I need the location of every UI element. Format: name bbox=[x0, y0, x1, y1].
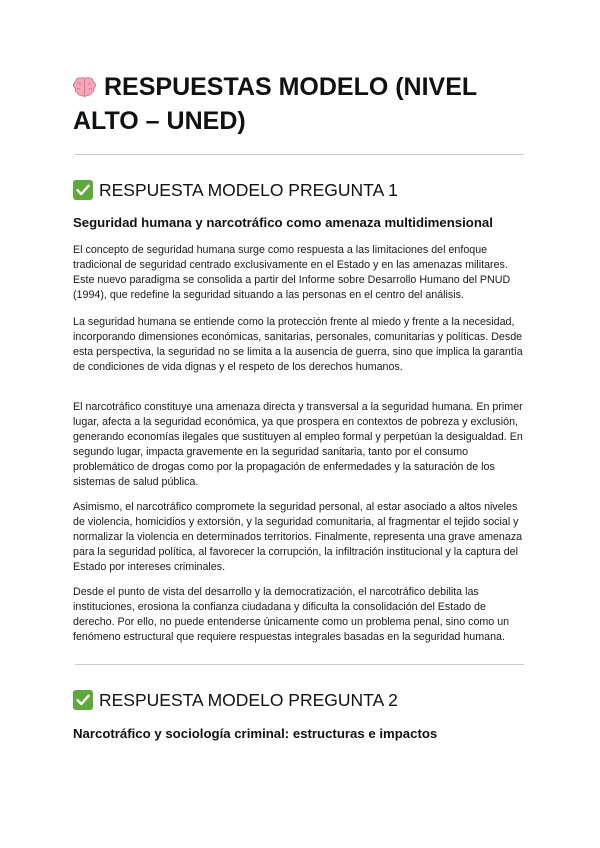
paragraph: La seguridad humana se entiende como la protección frente al miedo y frente a la necesidad, incorporando dimensiones económicas, sanitarias, personales, comunitarias y políticas. Desde esta perspectiva, la seguridad no se limita a la ausencia de guerra, sino que implica la garantía de condiciones de vida dignas y el respeto de los derechos humanos. bbox=[73, 316, 523, 373]
section-heading: RESPUESTA MODELO PREGUNTA 1 bbox=[73, 179, 398, 201]
check-mark-icon bbox=[73, 690, 93, 710]
divider bbox=[75, 664, 524, 665]
paragraph: El narcotráfico constituye una amenaza directa y transversal a la seguridad humana. En primer lugar, afecta a la seguridad económica, ya que prospera en contextos de pobreza y exclusión, generando economías ilegales que sustituyen al empleo formal y perpetúan la desigualdad. En segundo lugar, impacta gravemente en la seguridad sanitaria, tanto por el consumo problemático de drogas como por la propagación de enfermedades y la saturación de los sistemas de salud pública. bbox=[73, 401, 523, 488]
brain-icon bbox=[73, 76, 96, 97]
section-heading: RESPUESTA MODELO PREGUNTA 2 bbox=[73, 689, 398, 711]
paragraph: El concepto de seguridad humana surge como respuesta a las limitaciones del enfoque tradicional de seguridad centrado exclusivamente en el Estado y en las amenazas militares. Este nuevo paradigma se consolida a partir del Informe sobre Desarrollo Humano del PNUD (1994), que redefine la seguridad situando a las personas en el centro del análisis. bbox=[73, 244, 511, 301]
paragraph: Desde el punto de vista del desarrollo y la democratización, el narcotráfico debilita las instituciones, erosiona la confianza ciudadana y dificulta la consolidación del Estado de derecho. Por ello, no puede entenderse únicamente como un problema penal, sino como un fenómeno estructural que requiere respuestas integrales basadas en la seguridad humana. bbox=[73, 586, 510, 643]
section-subheading: Narcotráfico y sociología criminal: estructuras e impactos bbox=[73, 726, 438, 741]
check-mark-icon bbox=[73, 180, 93, 200]
paragraph: Asimismo, el narcotráfico compromete la seguridad personal, al estar asociado a altos niveles de violencia, homicidios y extorsión, y la seguridad comunitaria, al fragmentar el tejido social y normalizar la violencia en determinados territorios. Finalmente, representa una grave amenaza para la seguridad política, al favorecer la corrupción, la infiltración institucional y la captura del Estado por intereses criminales. bbox=[73, 501, 523, 573]
section-subheading: Seguridad humana y narcotráfico como amenaza multidimensional bbox=[73, 215, 493, 230]
divider bbox=[75, 154, 524, 155]
page-title-text: RESPUESTAS MODELO (NIVEL ALTO – UNED) bbox=[73, 73, 477, 135]
page-title bbox=[73, 70, 543, 138]
